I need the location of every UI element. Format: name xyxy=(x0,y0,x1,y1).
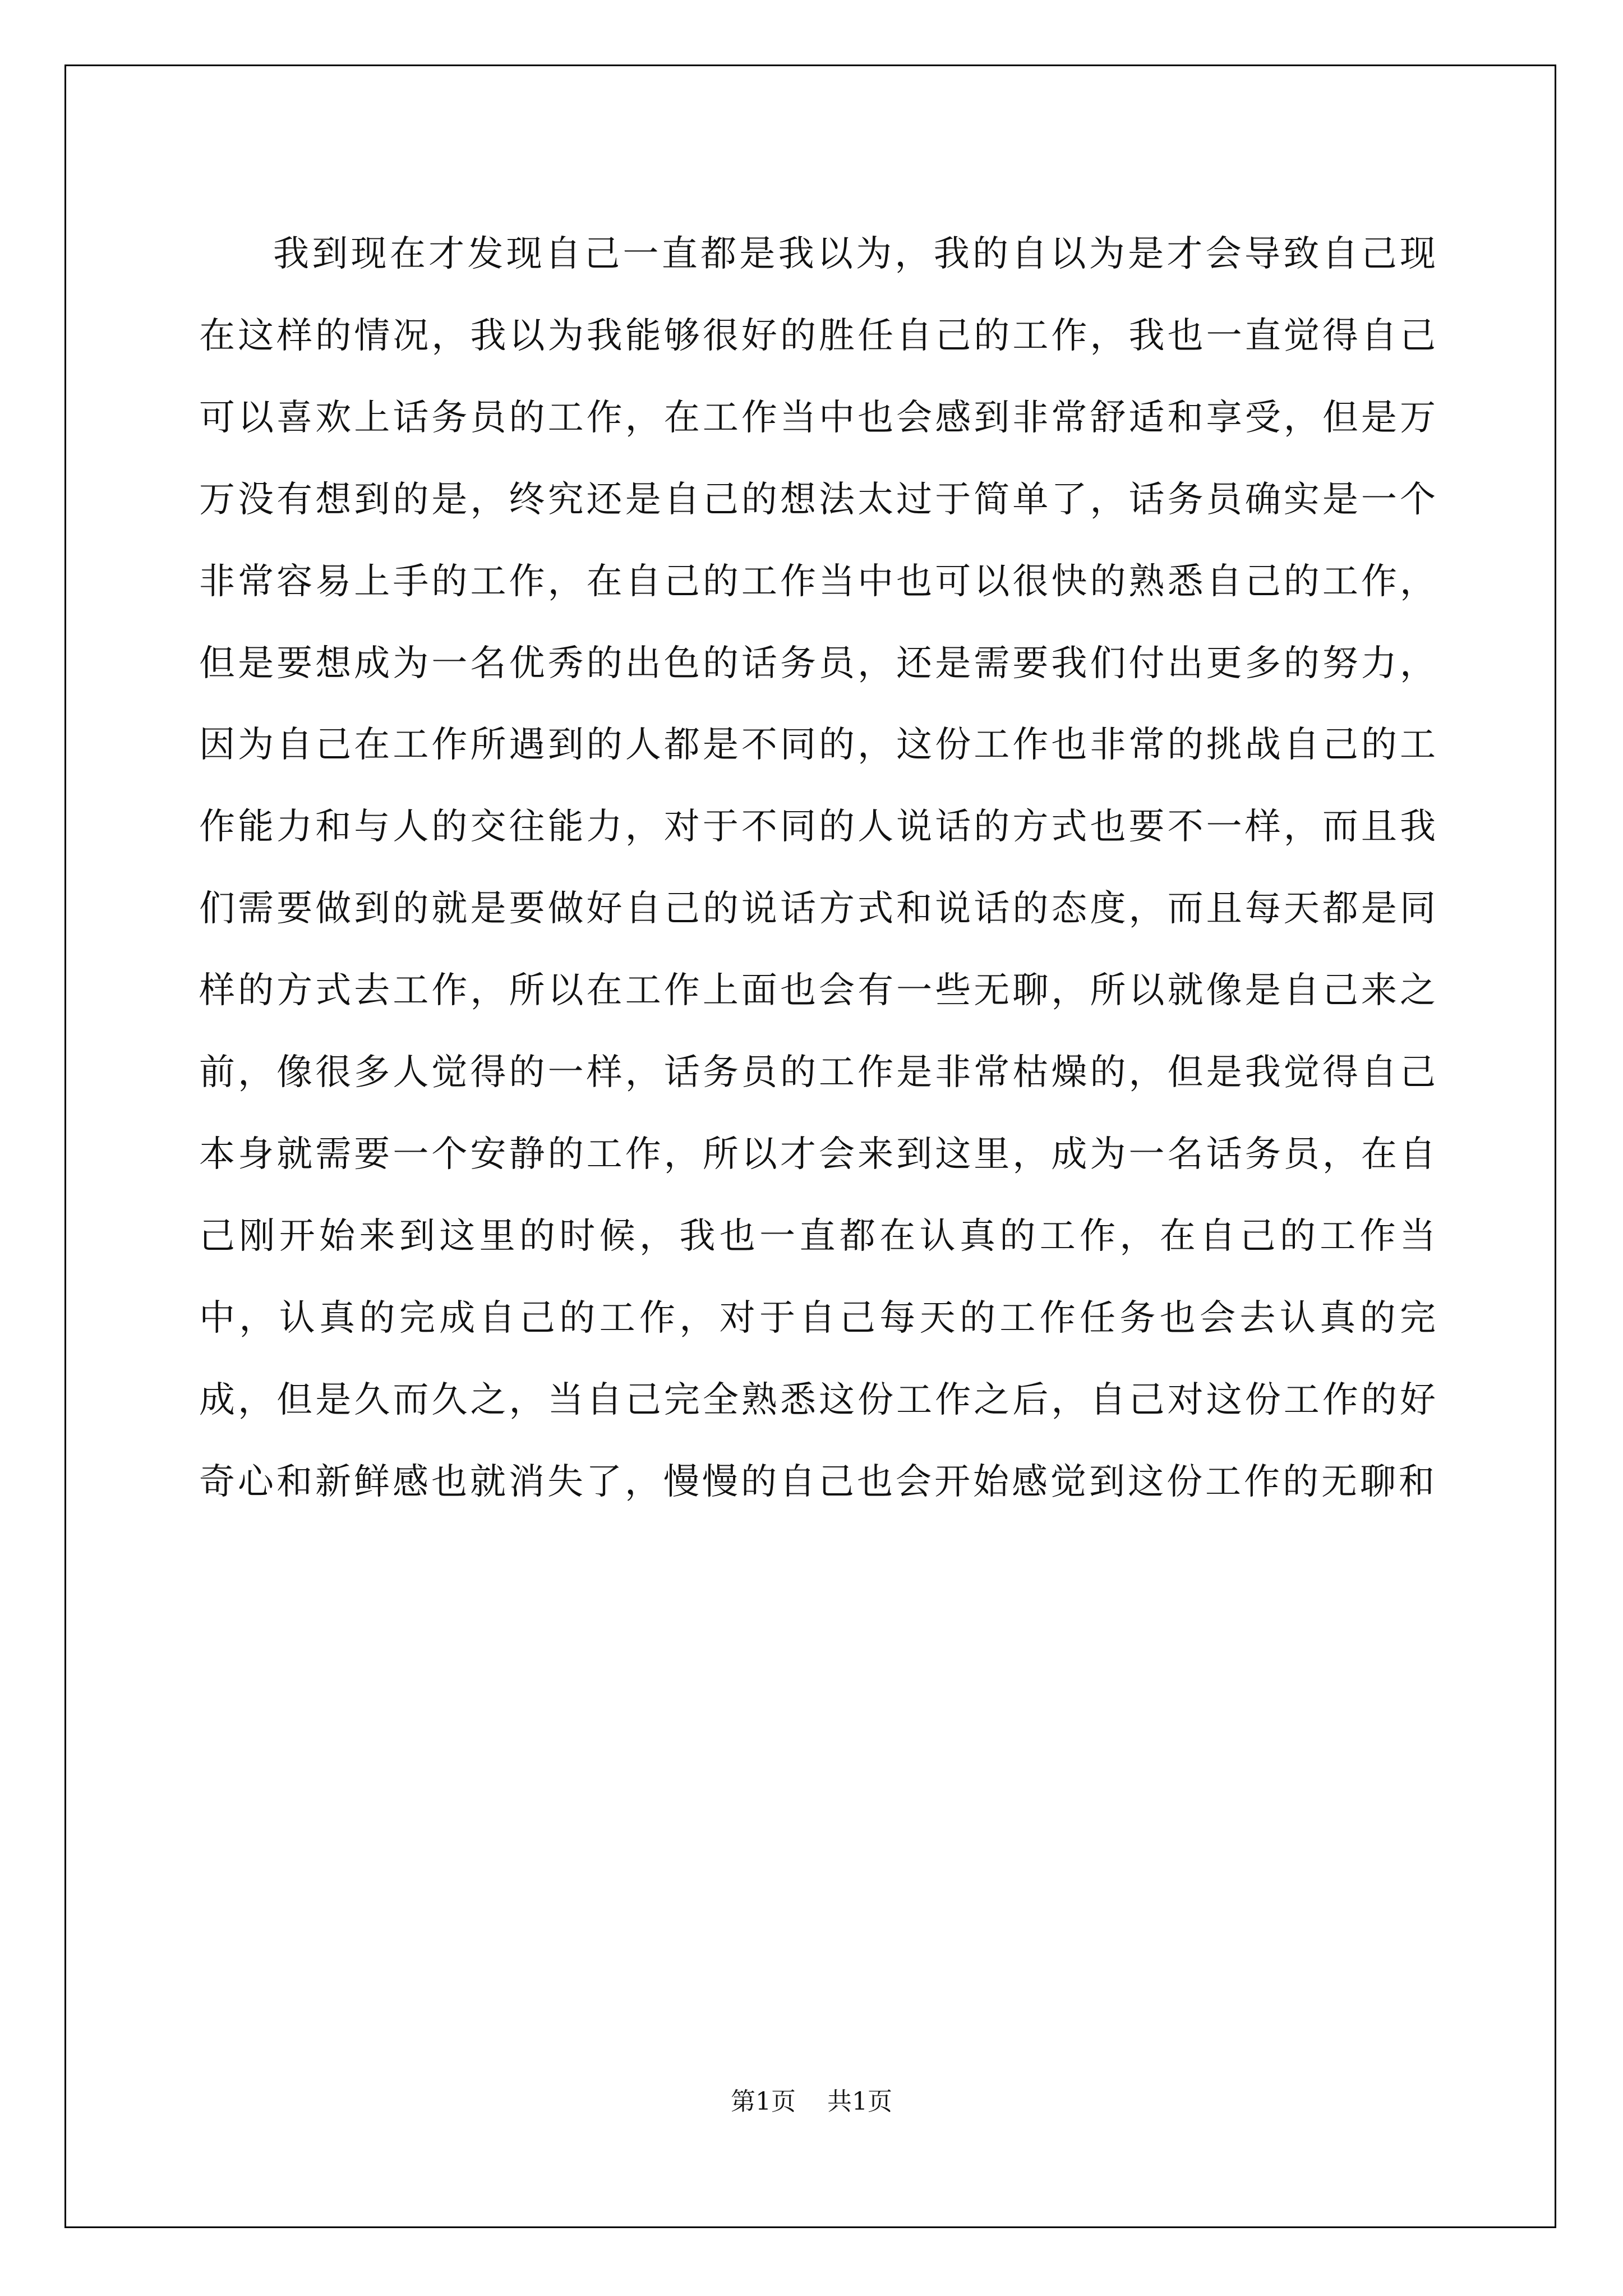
page-total: 共1页 xyxy=(827,2087,892,2116)
page-number: 第1页 xyxy=(731,2087,796,2116)
page-footer xyxy=(0,2081,1623,2117)
body-paragraph: 我到现在才发现自己一直都是我以为，我的自以为是才会导致自己现在这样的情况，我以为我能够很好的胜任自己的工作，我也一直觉得自己可以喜欢上话务员的工作，在工作当中也会感到非常舒适和享受，但是万万没有想到的是，终究还是自己的想法太过于简单了，话务员确实是一个非常容易上手的工作，在自己的工作当中也可以很快的熟悉自己的工作，但是要想成为一名优秀的出色的话务员，还是需要我们付出更多的努力，因为自己在工作所遇到的人都是不同的，这份工作也非常的挑战自己的工作能力和与人的交往能力，对于不同的人说话的方式也要不一样，而且我们需要做到的就是要做好自己的说话方式和说话的态度，而且每天都是同样的方式去工作，所以在工作上面也会有一些无聊，所以就像是自己来之前，像很多人觉得的一样，话务员的工作是非常枯燥的，但是我觉得自己本身就需要一个安静的工作，所以才会来到这里，成为一名话务员，在自己刚开始来到这里的时候，我也一直都在认真的工作，在自己的工作当中，认真的完成自己的工作，对于自己每天的工作任务也会去认真的完成，但是久而久之，当自己完全熟悉这份工作之后，自己对这份工作的好奇心和新鲜感也就消失了，慢慢的自己也会开始感觉到这份工作的无聊和 xyxy=(199,233,1438,1503)
